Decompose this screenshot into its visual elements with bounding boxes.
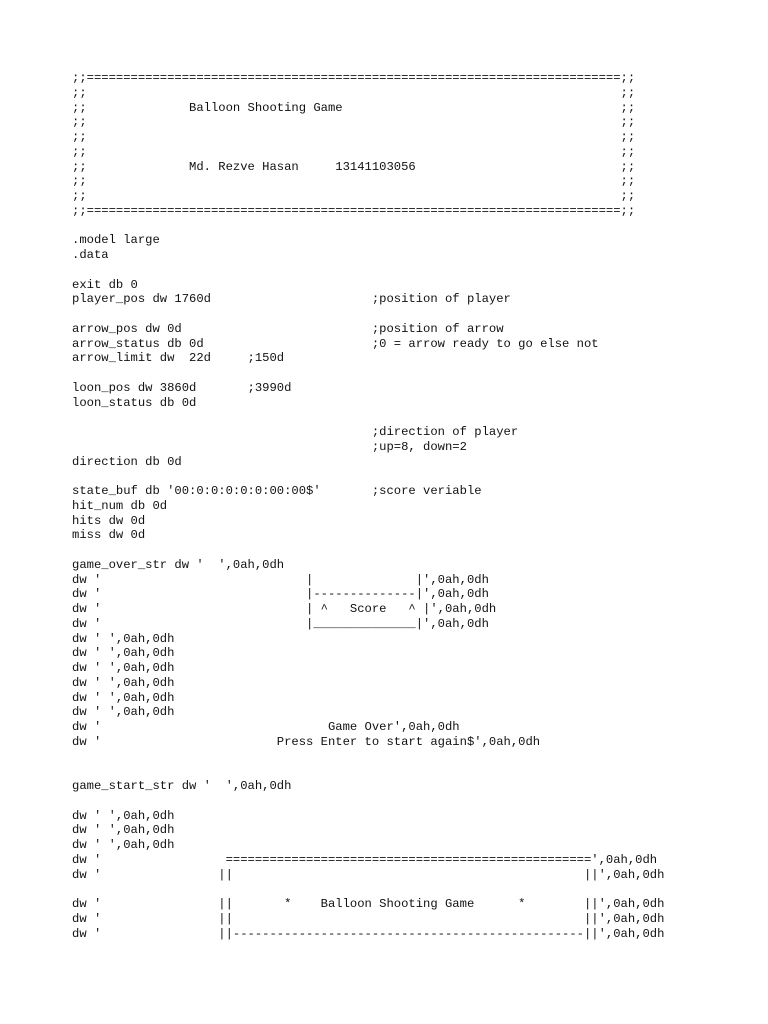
code-line: dw ' ',0ah,0dh (72, 838, 175, 852)
code-line: ;; ;; (72, 189, 636, 203)
code-line (72, 410, 762, 425)
code-line: ;; ;; (72, 85, 636, 100)
code-line: dw ' || ||',0ah,0dh (72, 911, 665, 926)
code-line: ;up=8, down=2 (72, 439, 467, 454)
code-line: dw ' | ^ Score ^ |',0ah,0dh (72, 602, 497, 616)
code-line (72, 263, 762, 278)
code-line (72, 794, 762, 809)
code-line: exit db 0 (72, 277, 138, 292)
code-line: hits dw 0d (72, 513, 146, 528)
code-line (72, 219, 762, 234)
code-line: dw ' ',0ah,0dh (72, 631, 175, 646)
code-line: dw ' ',0ah,0dh (72, 675, 175, 690)
code-line: loon_status db 0d (72, 395, 197, 410)
code-line (72, 307, 762, 322)
code-line: .model large (72, 233, 160, 248)
code-line: arrow_pos dw 0d ;position of arrow (72, 321, 504, 336)
code-line: .data (72, 248, 109, 262)
code-line: dw ' |______________|',0ah,0dh (72, 616, 489, 631)
code-line: state_buf db '00:0:0:0:0:0:00:00$' ;score veriable (72, 484, 482, 498)
code-line (72, 469, 762, 484)
code-line: dw ' Game Over',0ah,0dh (72, 720, 460, 734)
code-line: hit_num db 0d (72, 498, 168, 513)
code-line: dw ' ',0ah,0dh (72, 661, 175, 675)
code-line: dw ' ',0ah,0dh (72, 705, 175, 720)
source-code-listing (72, 71, 762, 941)
code-line: dw ' ',0ah,0dh (72, 690, 175, 705)
code-line (72, 764, 762, 779)
code-line: dw ' ',0ah,0dh (72, 808, 175, 823)
code-line: dw ' Press Enter to start again$',0ah,0dh (72, 734, 541, 749)
code-line (72, 366, 762, 381)
code-line: ;; ;; (72, 115, 636, 130)
code-line: dw ' || ||',0ah,0dh (72, 867, 665, 882)
code-line (72, 543, 762, 558)
code-line: arrow_status db 0d ;0 = arrow ready to go else not (72, 336, 599, 351)
code-line: loon_pos dw 3860d ;3990d (72, 380, 292, 395)
code-line (72, 750, 762, 765)
code-line: dw ' ',0ah,0dh (72, 646, 175, 661)
code-line: dw ' ',0ah,0dh (72, 823, 175, 838)
code-line: game_over_str dw ' ',0ah,0dh (72, 557, 285, 572)
code-line: ;; ;; (72, 174, 636, 189)
code-line: ;; Balloon Shooting Game ;; (72, 100, 636, 115)
code-line: ;; ;; (72, 130, 636, 144)
code-line: miss dw 0d (72, 528, 146, 543)
code-line: ;; Md. Rezve Hasan 13141103056 ;; (72, 159, 636, 174)
code-line: dw ' |--------------|',0ah,0dh (72, 587, 489, 602)
code-line: dw ' ||------------------------------------------------||',0ah,0dh (72, 926, 665, 941)
code-line: ;;=========================================================================;; (72, 71, 636, 85)
code-line: player_pos dw 1760d ;position of player (72, 292, 511, 307)
code-line: dw ' | |',0ah,0dh (72, 572, 489, 587)
code-line: direction db 0d (72, 454, 182, 469)
code-line (72, 882, 762, 897)
code-line: dw ' ==================================================',0ah,0dh (72, 852, 658, 867)
code-line: ;;=========================================================================;; (72, 203, 636, 218)
code-line: ;; ;; (72, 144, 636, 159)
code-line: game_start_str dw ' ',0ah,0dh (72, 779, 292, 793)
code-line: ;direction of player (72, 425, 519, 439)
code-line: arrow_limit dw 22d ;150d (72, 351, 285, 366)
code-line: dw ' || * Balloon Shooting Game * ||',0ah,0dh (72, 897, 665, 911)
